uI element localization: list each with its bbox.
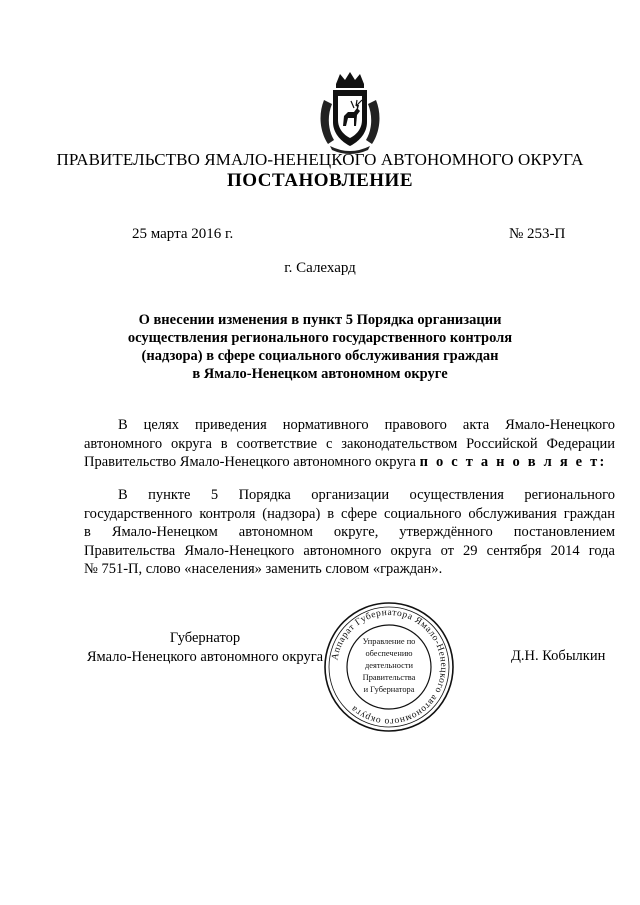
paragraph-line: В пункте 5 Порядка организации осуществления регионального — [118, 487, 615, 503]
heading-line: (надзора) в сфере социального обслуживания граждан — [141, 348, 499, 364]
stamp-inner-line: Управление по — [362, 637, 416, 646]
paragraph-line: № 751-П, слово «населения» заменить словом «граждан». — [84, 561, 443, 577]
government-title: ПРАВИТЕЛЬСТВО ЯМАЛО-НЕНЕЦКОГО АВТОНОМНОГО ОКРУГА — [56, 150, 584, 169]
clause-paragraph — [84, 486, 615, 579]
stamp-inner-line: и Губернатора — [363, 685, 415, 694]
paragraph-line — [84, 453, 615, 472]
resolves-word: п о с т а н о в л я е т: — [419, 454, 607, 470]
document-date: 25 марта 2016 г. — [132, 226, 234, 242]
document-city: г. Салехард — [284, 260, 356, 276]
signer-name: Д.Н. Кобылкин — [511, 648, 606, 664]
paragraph-line: Правительства Ямало-Ненецкого автономного округа от 29 сентября 2014 года — [84, 542, 615, 559]
signer-position-line: Губернатор — [169, 630, 241, 646]
document-number: № 253-П — [509, 226, 566, 242]
signer-position-line: Ямало-Ненецкого автономного округа — [86, 649, 324, 665]
stamp-ring-text: Аппарат Губернатора Ямало-Ненецкого автономного округа — [330, 607, 449, 727]
document-heading — [80, 311, 560, 383]
stamp-inner-line: обеспечению — [365, 649, 413, 658]
paragraph-line: государственного контроля (надзора) в сфере социального обслуживания граждан — [84, 505, 615, 522]
paragraph-line: В целях приведения нормативного правового акта Ямало-Ненецкого — [118, 417, 615, 433]
preamble-paragraph — [84, 416, 615, 472]
stamp-inner-line: деятельности — [365, 661, 413, 670]
paragraph-line: автономного округа в соответствие с законодательством Российской Федерации — [84, 435, 615, 452]
stamp-inner-line: Правительства — [362, 673, 416, 682]
heading-line: в Ямало-Ненецком автономном округе — [192, 366, 448, 382]
heading-line: О внесении изменения в пункт 5 Порядка организации — [138, 312, 502, 328]
signer-position — [80, 629, 330, 667]
document-type: ПОСТАНОВЛЕНИЕ — [226, 170, 414, 191]
preamble-subject: Правительство Ямало-Ненецкого автономного округа — [84, 454, 416, 470]
coat-of-arms-icon — [316, 70, 384, 156]
paragraph-line: в Ямало-Ненецком автономном округе, утверждённого постановлением — [84, 524, 615, 540]
official-stamp — [322, 600, 456, 734]
heading-line: осуществления регионального государственного контроля — [127, 330, 513, 346]
